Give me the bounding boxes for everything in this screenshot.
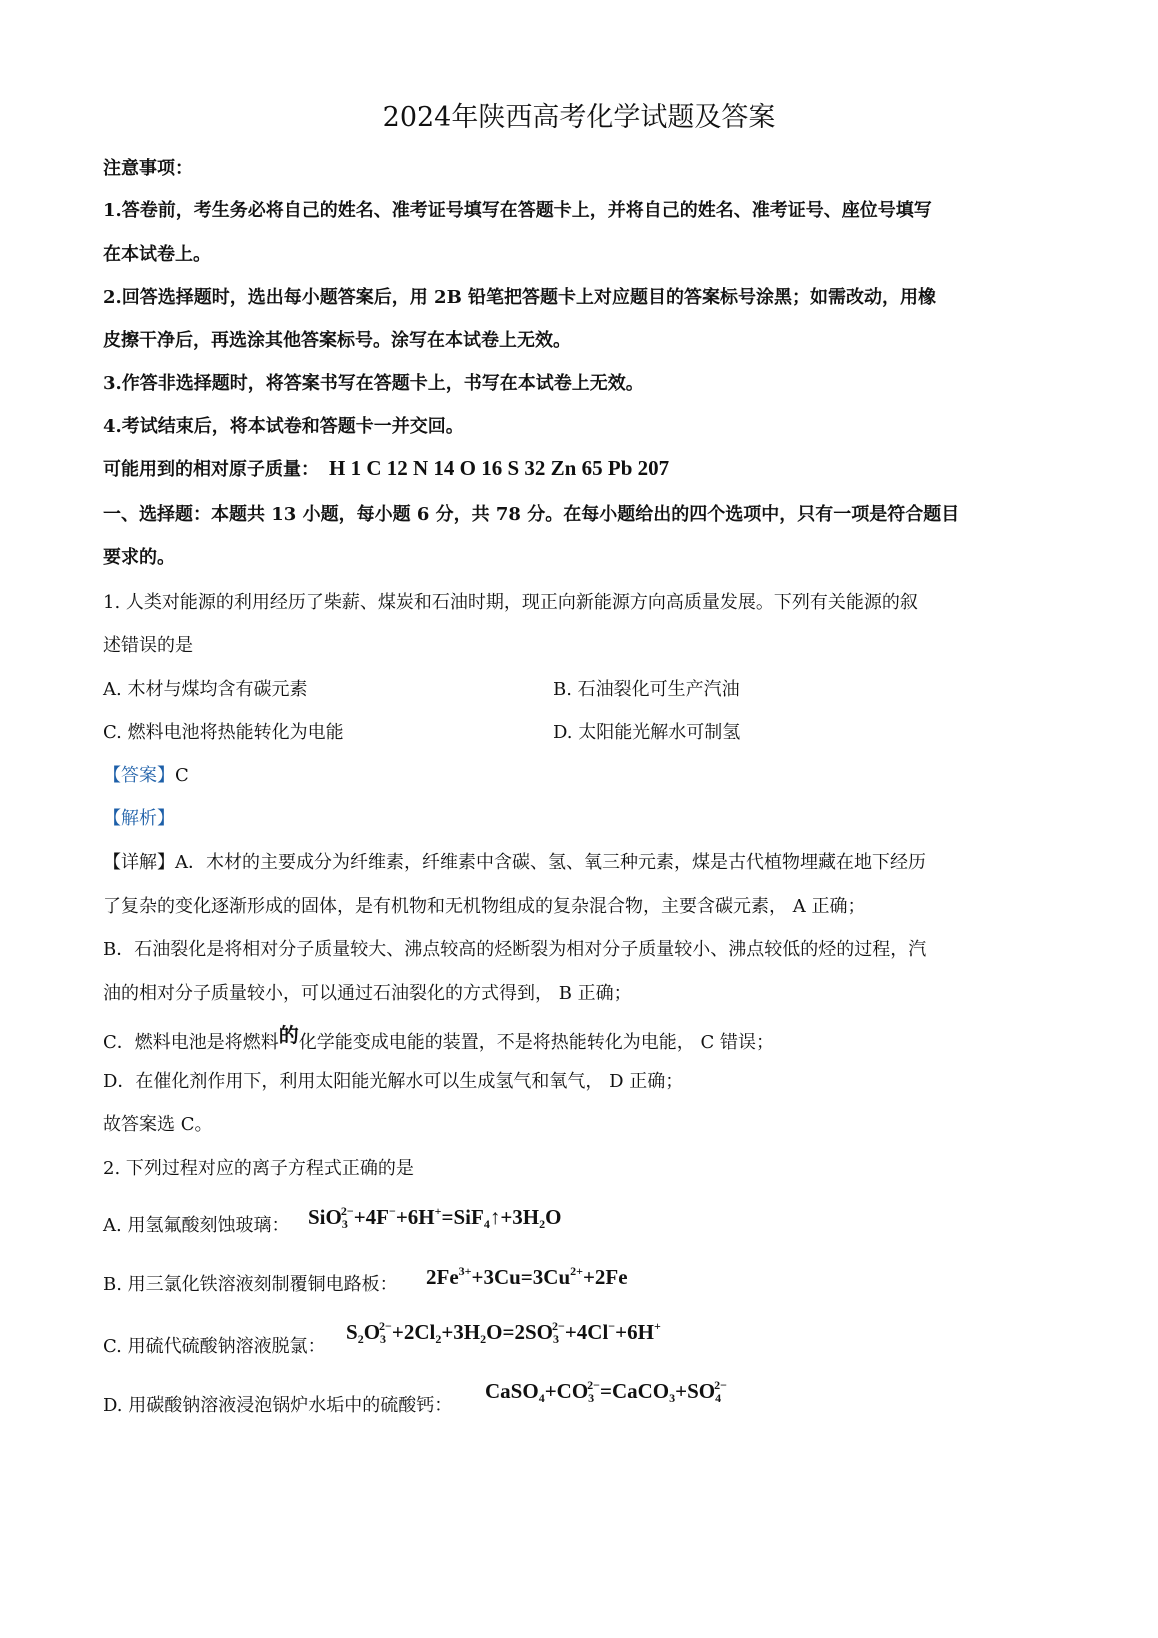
- q1-option-d: D. 太阳能光解水可制氢: [553, 722, 741, 743]
- q1-detail-line7: 故答案选 C。: [103, 1114, 213, 1135]
- q1-stem-line1: 1. 人类对能源的利用经历了柴薪、煤炭和石油时期，现正向新能源方向高质量发展。下列有关能源的叙: [103, 592, 918, 613]
- q2-option-a: A. 用氢氟酸刻蚀玻璃：: [103, 1215, 290, 1236]
- atomic-mass-line: [103, 456, 669, 482]
- notice-heading: 注意事项：: [103, 158, 193, 179]
- atomic-mass-values: H 1 C 12 N 14 O 16 S 32 Zn 65 Pb 207: [329, 456, 670, 480]
- q1-detail-text5b: 的: [278, 1023, 299, 1047]
- notice-item-4: 4.考试结束后，将本试卷和答题卡一并交回。: [103, 416, 464, 437]
- atomic-mass-label: 可能用到的相对原子质量：: [103, 459, 319, 480]
- q1-answer-value: C: [175, 765, 189, 786]
- q1-analysis-line: [103, 807, 175, 831]
- q2-option-c: C. 用硫代硫酸钠溶液脱氯：: [103, 1336, 326, 1357]
- q2-equation-d: $CaSO_4+CO_3^{2-}=CaCO_3+SO_4^{2-}$: [485, 1378, 727, 1405]
- q1-detail-text5c: 化学能变成电能的装置，不是将热能转化为电能， C 错误；: [298, 1032, 774, 1053]
- section-heading-line2: 要求的。: [103, 547, 175, 568]
- q1-detail-line1: [103, 851, 926, 875]
- detail-tag: 【详解】: [103, 852, 175, 873]
- notice-item-1-line1: 1.答卷前，考生务必将自己的姓名、准考证号填写在答题卡上，并将自己的姓名、准考证号、座位号填写: [103, 200, 932, 221]
- q1-detail-line3: B．石油裂化是将相对分子质量较大、沸点较高的烃断裂为相对分子质量较小、沸点较低的烃的过程，汽: [103, 939, 927, 960]
- section-heading-line1: 一、选择题：本题共 13 小题，每小题 6 分，共 78 分。在每小题给出的四个选项中，只有一项是符合题目: [103, 504, 960, 525]
- notice-item-2-line1: 2.回答选择题时，选出每小题答案后，用 2B 铅笔把答题卡上对应题目的答案标号涂黑；如需改动，用橡: [103, 287, 937, 308]
- q1-detail-line4: 油的相对分子质量较小，可以通过石油裂化的方式得到， B 正确；: [103, 983, 632, 1004]
- q2-equation-a: $SiO_3^{2-}+4F^-+6H^+=SiF_4↑+3H_2O$: [308, 1204, 562, 1231]
- q1-detail-text5a: C．燃料电池是将燃料: [103, 1032, 279, 1053]
- q1-answer-line: [103, 764, 189, 788]
- q1-detail-line2: 了复杂的变化逐渐形成的固体，是有机物和无机物组成的复杂混合物，主要含碳元素， A 正确；: [103, 896, 866, 917]
- q1-option-c: C. 燃料电池将热能转化为电能: [103, 722, 344, 743]
- q2-equation-b: $2Fe^{3+}+3Cu=3Cu^{2+}+2Fe$: [426, 1264, 628, 1289]
- q1-detail-line5: [103, 1023, 774, 1055]
- q1-stem-line2: 述错误的是: [103, 635, 193, 656]
- page-title: 2024年陕西高考化学试题及答案: [382, 102, 776, 133]
- q2-stem: 2. 下列过程对应的离子方程式正确的是: [103, 1158, 414, 1179]
- q2-option-d: D. 用碳酸钠溶液浸泡锅炉水垢中的硫酸钙：: [103, 1395, 453, 1416]
- notice-item-1-line2: 在本试卷上。: [103, 244, 211, 265]
- analysis-tag: 【解析】: [103, 808, 175, 829]
- q1-detail-line6: D．在催化剂作用下，利用太阳能光解水可以生成氢气和氧气， D 正确；: [103, 1071, 684, 1092]
- answer-tag: 【答案】: [103, 765, 175, 786]
- notice-item-2-line2: 皮擦干净后，再选涂其他答案标号。涂写在本试卷上无效。: [103, 330, 571, 351]
- q1-option-b: B. 石油裂化可生产汽油: [553, 679, 740, 700]
- q1-detail-text1: A．木材的主要成分为纤维素，纤维素中含碳、氢、氧三种元素，煤是古代植物埋藏在地下经历: [175, 852, 926, 873]
- q2-equation-c: $S_2O_3^{2-}+2Cl_2+3H_2O=2SO_3^{2-}+4Cl^-+6H^+$: [346, 1319, 661, 1346]
- q2-option-b: B. 用三氯化铁溶液刻制覆铜电路板：: [103, 1274, 398, 1295]
- q1-option-a: A. 木材与煤均含有碳元素: [103, 679, 308, 700]
- notice-item-3: 3.作答非选择题时，将答案书写在答题卡上，书写在本试卷上无效。: [103, 373, 644, 394]
